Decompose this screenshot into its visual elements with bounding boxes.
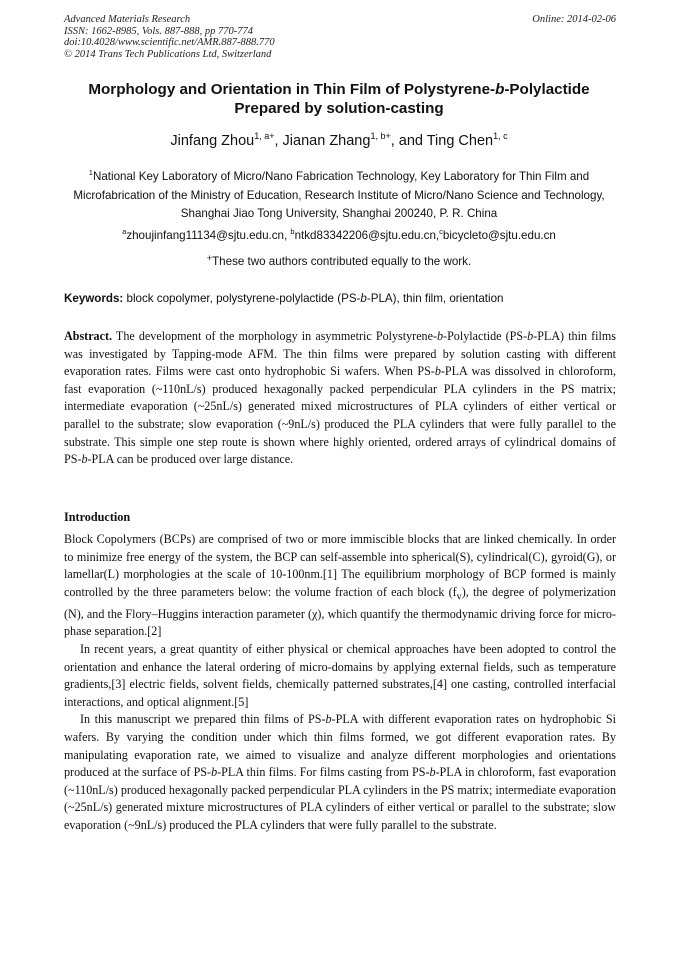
author-1-sup: 1, a+ [254,131,275,141]
title-part2: -Polylactide [504,81,590,98]
email-c: bicycleto@sjtu.edu.cn [442,229,556,242]
contribution-text: These two authors contributed equally to the work. [212,255,472,268]
author-1: Jinfang Zhou [170,133,255,149]
intro-p3-text-3: -PLA thin films. For films casting from PS- [217,765,430,780]
abstract-text-2: -Polylactide (PS- [443,329,528,343]
abstract [64,328,616,469]
email-a-sup: a [122,227,127,236]
intro-p3-text-2: -PLA with different evaporation rates on hydrophobic Si wafers. By varying the condition under which thin films formed, we got different evaporation rates. By manipulating evaporation rate, we aimed to visualize and analyze different morphologies and orientations produced at the surface of PS- [64,712,616,780]
paper-title [60,80,618,118]
intro-p3-text-4: -PLA in chloroform, fast evaporation (~110nL/s) produced hexagonally packed perpendicular PLA cylinders in the PS matrix; intermediate evaporation (~25nL/s) generated mixture microstructures of PLA cylinders of either vertical or parallel to the substrate; slow evaporation (~9nL/s) produced the PLA cylinders that were fully parallel to the substrate. [64,765,616,832]
journal-doi: doi:10.4028/www.scientific.net/AMR.887-888.770 [64,37,275,48]
author-emails [60,228,618,244]
author-3-sup: 1, c [493,131,508,141]
abstract-text-4: -PLA was dissolved in chloroform, fast evaporation (~110nL/s) produced hexagonally packed perpendicular PLA cylinders in the PS matrix; intermediate evaporation (~25nL/s) generated mixed microstructures of PLA cylinders of either vertical or parallel to the substrate; slow evaporation (~9nL/s) produced the PLA cylinders that were fully parallel to the substrate. This simple one step route is shown where highly oriented, ordered arrays of cylindrical domains of PS- [64,364,616,467]
affiliation-sup: 1 [88,168,93,177]
author-3: , and Ting Chen [390,133,494,149]
affiliation [60,168,618,224]
journal-copyright: © 2014 Trans Tech Publications Ltd, Switzerland [64,48,272,60]
abstract-italic-b: b [437,329,444,343]
abstract-italic-b: b [527,329,534,343]
intro-italic-b: b [325,712,332,727]
journal-name: Advanced Materials Research [64,14,191,25]
contribution-sup: + [206,253,213,263]
intro-p3-text-1: In this manuscript we prepared thin films of PS- [80,712,326,727]
intro-paragraph-1 [64,531,616,641]
keywords-italic-b: b [360,292,367,305]
abstract-text-3: -PLA) thin films was investigated by Tapping-mode AFM. The thin films were prepared by solution casting with different evaporation rates. Films were cast onto hydrophobic Si wafers. When PS- [64,329,616,379]
keywords-label: Keywords: [64,292,124,305]
equal-contribution-note [60,254,618,270]
title-line2: Prepared by solution-casting [234,100,444,117]
abstract-label: Abstract. [64,329,113,343]
introduction-heading: Introduction [64,510,131,524]
intro-paragraph-2: In recent years, a great quantity of either physical or chemical approaches have been adopted to control the orientation and enhance the lateral ordering of micro-domains by applying external fields, such as temperature gradients,[3] electric fields, solvent fields, chemically patterned substrates,[4] one casting, controlled interfacial interactions, and optical alignment.[5] [64,641,616,709]
title-italic-b: b [495,81,505,98]
email-c-sup: c [439,227,443,236]
intro-p1-subscript: v [456,591,462,603]
keywords-text-2: -PLA), thin film, orientation [366,292,504,305]
email-b: ntkd83342206@sjtu.edu.cn, [294,229,440,242]
email-a: zhoujinfang11134@sjtu.edu.cn, [126,229,291,242]
intro-paragraph-3 [64,711,616,834]
introduction-body [64,531,616,835]
author-2: , Jianan Zhang [274,133,371,149]
abstract-text-1: The development of the morphology in asymmetric Polystyrene- [112,329,437,343]
author-2-sup: 1, b+ [370,131,391,141]
author-list [60,131,618,151]
journal-header [64,14,616,60]
abstract-italic-b: b [81,452,88,467]
email-b-sup: b [290,227,295,236]
abstract-italic-b: b [434,364,441,379]
title-part1: Morphology and Orientation in Thin Film of Polystyrene- [88,81,496,98]
intro-italic-b: b [429,765,436,780]
intro-p1-text-1: Block Copolymers (BCPs) are comprised of two or more immiscible blocks that are linked chemically. In order to minimize free energy of the system, the BCP can self-assemble into spherical(S), cylindrical(C), gyroid(G), or lamellar(L) morphologies at the scale of 10-100nm.[1] The equilibrium morphology of BCP formed is mainly controlled by the three parameters below: the volume fraction of each block (f [64,532,616,599]
abstract-text-5: -PLA can be produced over large distance. [87,452,294,467]
intro-italic-b: b [211,765,218,780]
keywords-text-1: block copolymer, polystyrene-polylactide (PS- [123,292,361,305]
intro-p1-text-2: ), the degree of polymerization (N), and the Flory–Huggins interaction parameter (χ), which quantify the thermodynamic driving force for micro-phase separation.[2] [64,584,616,639]
online-date: Online: 2014-02-06 [532,14,616,25]
affiliation-text: National Key Laboratory of Micro/Nano Fabrication Technology, Key Laboratory for Thin Film and Microfabrication of the Ministry of Education, Research Institute of Micro/Nano Science and Technology, Shanghai Jiao Tong University, Shanghai 200240, P. R. China [73,170,605,220]
journal-issn: ISSN: 1662-8985, Vols. 887-888, pp 770-774 [64,25,253,37]
keywords [64,291,616,307]
